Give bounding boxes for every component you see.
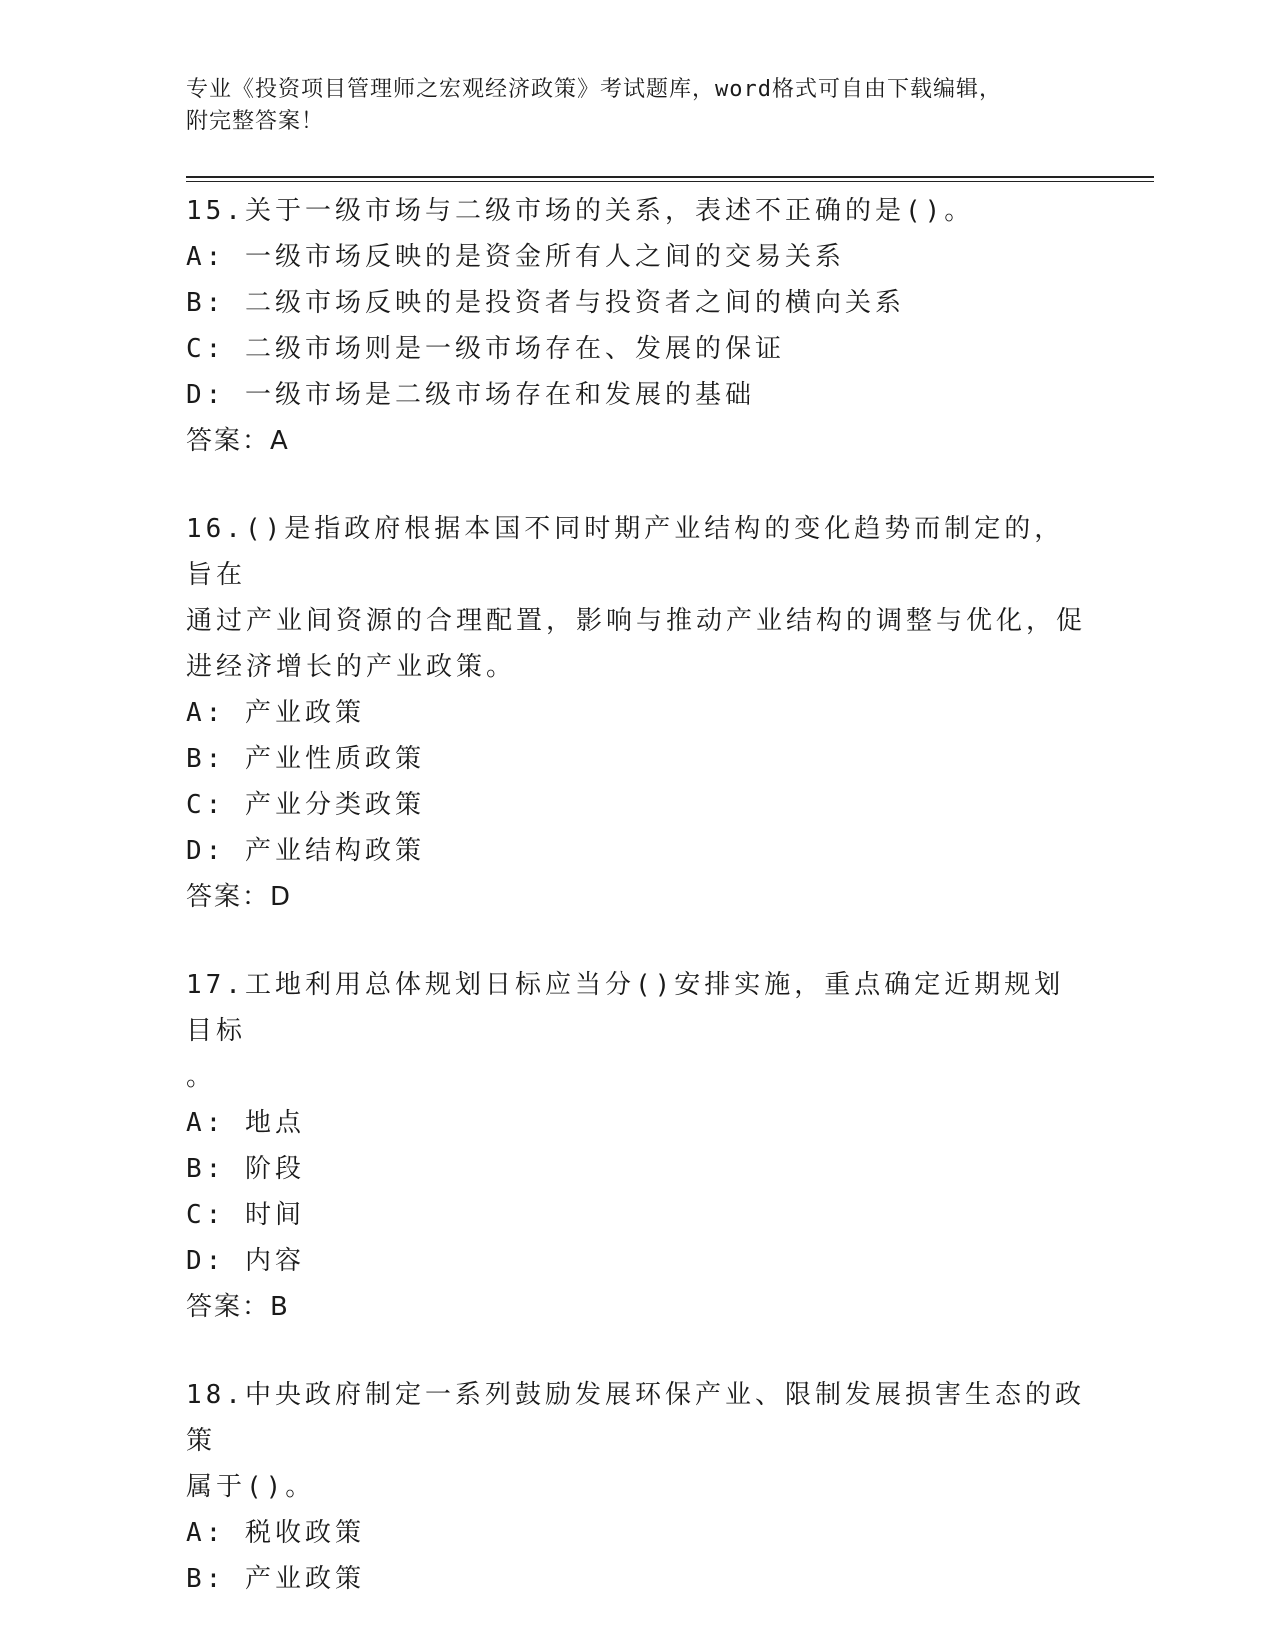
- header-divider-thick: [186, 176, 1154, 178]
- answer-line: 答案：D: [186, 882, 293, 912]
- option-c: C: 二级市场则是一级市场存在、发展的保证: [186, 334, 785, 364]
- option-b: B: 产业政策: [186, 1564, 365, 1594]
- question-16: [186, 506, 1086, 920]
- option-a: A: 一级市场反映的是资金所有人之间的交易关系: [186, 242, 845, 272]
- option-b: B: 阶段: [186, 1154, 305, 1184]
- option-a: A: 地点: [186, 1108, 305, 1138]
- question-stem-line: 17.工地利用总体规划日标应当分()安排实施，重点确定近期规划目标: [186, 970, 1065, 1046]
- question-stem-line: 18.中央政府制定一系列鼓励发展环保产业、限制发展损害生态的政策: [186, 1380, 1085, 1456]
- answer-line: 答案：A: [186, 426, 290, 456]
- question-stem-line: 通过产业间资源的合理配置，影响与推动产业结构的调整与优化，促: [186, 606, 1087, 636]
- option-c: C: 时间: [186, 1200, 305, 1230]
- question-stem-line: 15.关于一级市场与二级市场的关系，表述不正确的是()。: [186, 196, 975, 226]
- answer-line: 答案：B: [186, 1292, 290, 1322]
- question-stem-line: 。: [186, 1062, 217, 1092]
- question-stem-line: 16.()是指政府根据本国不同时期产业结构的变化趋势而制定的，旨在: [186, 514, 1065, 590]
- question-stem-line: 进经济增长的产业政策。: [186, 652, 517, 682]
- option-c: C: 产业分类政策: [186, 790, 425, 820]
- question-stem-line: 属于()。: [186, 1472, 316, 1502]
- option-d: D: 一级市场是二级市场存在和发展的基础: [186, 380, 755, 410]
- document-header: [186, 74, 1066, 138]
- question-15: [186, 188, 1086, 464]
- header-divider-thin: [186, 181, 1154, 182]
- question-17: [186, 962, 1086, 1330]
- option-d: D: 产业结构政策: [186, 836, 425, 866]
- question-18: [186, 1372, 1086, 1602]
- option-d: D: 内容: [186, 1246, 305, 1276]
- header-line-2: 附完整答案！: [186, 109, 325, 134]
- option-a: A: 税收政策: [186, 1518, 365, 1548]
- header-line-1: 专业《投资项目管理师之宏观经济政策》考试题库，word格式可自由下载编辑，: [186, 77, 1002, 102]
- option-b: B: 二级市场反映的是投资者与投资者之间的横向关系: [186, 288, 905, 318]
- option-a: A: 产业政策: [186, 698, 365, 728]
- option-b: B: 产业性质政策: [186, 744, 425, 774]
- question-list: [186, 188, 1086, 1644]
